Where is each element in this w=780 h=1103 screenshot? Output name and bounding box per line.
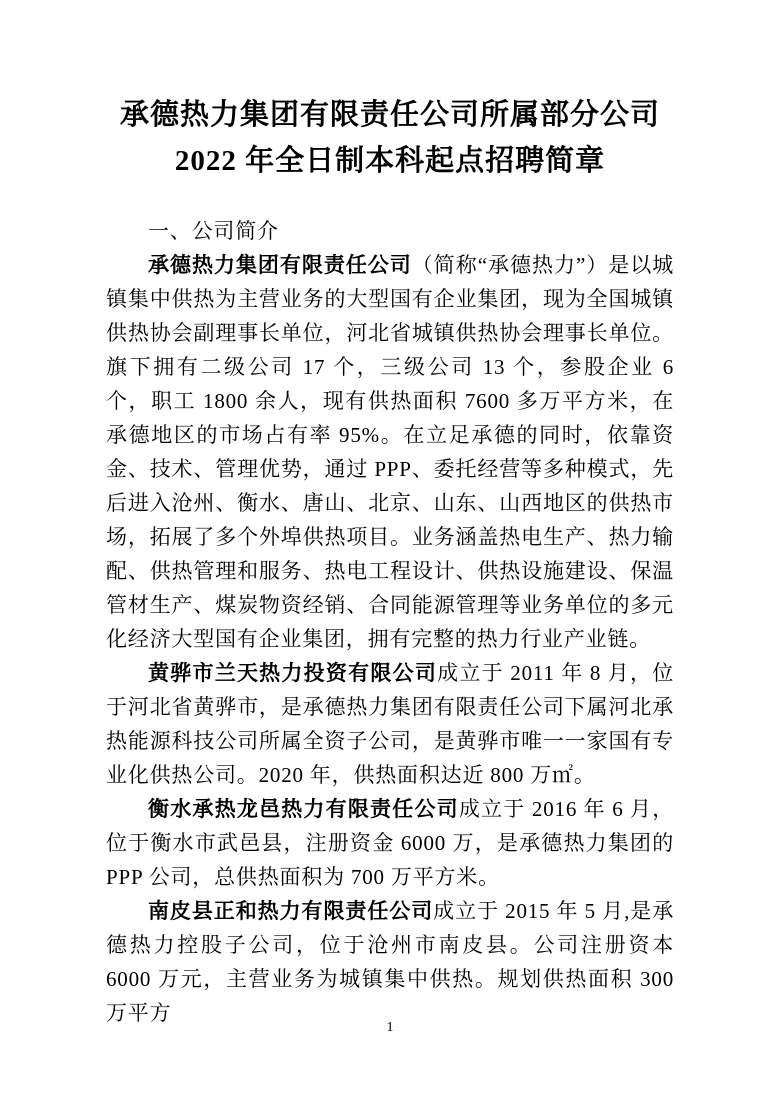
paragraph-text: （简称“承德热力”）是以城镇集中供热为主营业务的大型国有企业集团，现为全国城镇供热协会副理事长单位，河北省城镇供热协会理事长单位。旗下拥有二级公司 17 个，三级公司 13 个，参股企业 6 个，职工 1800 余人，现有供热面积 7600 多万平方米，在承德地区的市场占有率 95%。在立足承德的同时，依靠资金、技术、管理优势，通过 PPP、委托经营等多种模式，先后进入沧州、衡水、唐山、北京、山东、山西地区的供热市场，拓展了多个外埠供热项目。业务涵盖热电生产、热力输配、供热管理和服务、热电工程设计、供热设施建设、保温管材生产、煤炭物资经销、合同能源管理等业务单位的多元化经济大型国有企业集团，拥有完整的热力行业产业链。 [106,253,674,651]
company-name-nanpi-zhenghe: 南皮县正和热力有限责任公司 [148,899,434,923]
page-footer [0,1018,780,1038]
paragraph-huanghua-lantian [106,656,674,792]
paragraph-text: 成立于 2011 年 8 月，位于河北省黄骅市，是承德热力集团有限责任公司下属河北承热能源科技公司所属全资子公司，是黄骅市唯一一家国有专业化供热公司。2020 年，供热面积达近 800 万㎡。 [106,661,674,787]
section-heading-company-intro: 一、公司简介 [148,219,279,243]
document-title [106,92,674,184]
company-name-hengshui-longyi: 衡水承热龙邑热力有限责任公司 [148,797,459,821]
document-body [106,214,674,1030]
document-title-line1: 承德热力集团有限责任公司所属部分公司 [119,99,660,131]
company-name-huanghua-lantian: 黄骅市兰天热力投资有限公司 [148,661,438,685]
paragraph-nanpi-zhenghe [106,894,674,1030]
paragraph-text: 成立于 2016 年 6 月，位于衡水市武邑县，注册资金 6000 万，是承德热力集团的 PPP 公司，总供热面积为 700 万平方米。 [106,797,674,889]
document-title-line2: 2022 年全日制本科起点招聘简章 [174,145,606,177]
paragraph-text: 成立于 2015 年 5 月,是承德热力控股子公司，位于沧州市南皮县。公司注册资本 6000 万元，主营业务为城镇集中供热。规划供热面积 300 万平方 [106,899,674,1025]
company-name-chengde-heating: 承德热力集团有限责任公司 [148,253,412,277]
page-number: 1 [386,1020,394,1035]
paragraph-group-overview [106,248,674,656]
paragraph-hengshui-longyi [106,792,674,894]
